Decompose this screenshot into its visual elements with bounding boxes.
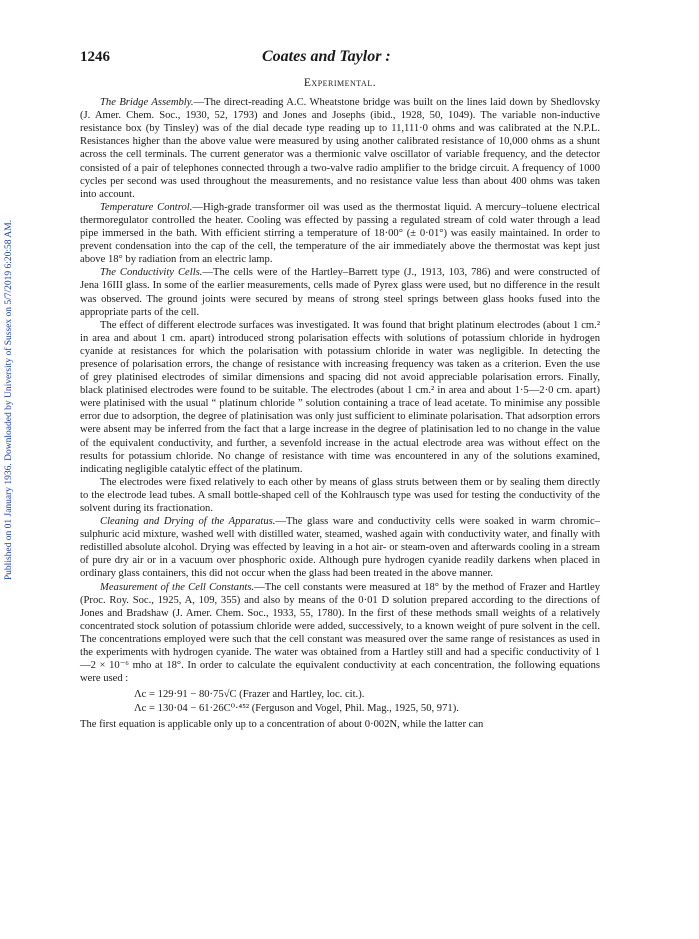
paragraph-conductivity-cells: [80, 266, 600, 318]
equation-block: [80, 688, 600, 715]
paragraph-final: The first equation is applicable only up to a concentration of about 0·002N, while the latter can: [80, 719, 484, 731]
paragraph-electrode-fixing: [80, 476, 600, 515]
subheading: Temperature Control.: [100, 201, 193, 213]
paragraph-text: —The cells were of the Hartley–Barrett type (J., 1913, 103, 786) and were constructed of Jena 16III glass. In some of the earlier measurements, cells made of Pyrex glass were used, but no difference in the result was observed. The ground joints were secured by means of strong steel springs between glass hooks fused into the appropriate parts of the cell.: [80, 267, 600, 318]
paragraph-text: —High-grade transformer oil was used as the thermostat liquid. A mercury–toluene electrical thermoregulator controlled the heater. Cooling was effected by passing a regulated stream of cold water through a lead pipe immersed in the bath. With efficient stirring a temperature of 18·00° (± 0·01°) was easily maintained. In order to prevent condensation into the cap of the cell, the temperature of the air immediately above the thermostat was kept just above 18° by radiation from an electric lamp.: [80, 201, 600, 266]
paragraph-text: —The glass ware and conductivity cells were soaked in warm chromic–sulphuric acid mixture, washed well with distilled water, steamed, washed again with conductivity water, and finally with redistilled absolute alcohol. Drying was effected by leaving in a hot air- or steam-oven and afterwards cooling in a stream of pure dry air or in a vacuum over phosphoric oxide. Although pure hydrogen cyanide readily darkens when placed in ordinary glass containers, this did not occur when the glass had been treated in the above manner.: [80, 516, 600, 580]
running-head: Coates and Taylor :: [262, 48, 391, 65]
paragraph-cell-constants: [80, 581, 600, 686]
article-body: [80, 77, 600, 731]
paragraph-electrode-surfaces: [80, 319, 600, 476]
section-heading: Experimental.: [303, 77, 377, 89]
paragraph-bridge-assembly: [80, 96, 600, 201]
download-watermark: [2, 190, 16, 610]
download-watermark-text: Published on 01 January 1936. Downloaded by University of Sussex on 5/7/2019 6:20:58 AM.: [4, 219, 14, 581]
paragraph-text: The effect of different electrode surfaces was investigated. It was found that bright platinum electrodes (about 1 cm.² in area and about 1 cm. apart) introduced strong polarisation effects with solutions of potassium chloride in hydrogen cyanide at resistances for which the polarisation with potassium chloride in water was negligible. In detecting the presence of polarisation errors, the change of resistance with increasing frequency was taken as a criterion. Even the use of grey platinised electrodes of similar dimensions and spacing did not avoid appreciable polarisation errors. Finally, black platinised electrodes were found to be suitable. The electrodes (about 1 cm.² in area and about 1·5—2·0 cm. apart) were platinised with the usual “ platinum chloride ” solution containing a trace of lead acetate. To minimise any possible error due to adsorption, the degree of platinisation was only just sufficient to eliminate polarisation. That adsorption errors were absent may be inferred from the fact that a large increase in the degree of platinisation led to no change in the value of the equivalent conductivity, and further, a sevenfold increase in the actual electrode area was without effect on the results for potassium chloride. No change of resistance with time was encountered in any of the solutions examined, indicating negligible catalytic effect of the platinum.: [80, 319, 600, 475]
paragraph-cleaning-drying: [80, 515, 600, 580]
subheading: The Bridge Assembly.: [100, 97, 194, 109]
equation-frazer-hartley: Λc = 129·91 − 80·75√C (Frazer and Hartley, loc. cit.).: [134, 689, 365, 701]
subheading: Measurement of the Cell Constants.: [100, 581, 255, 593]
paragraph-text: —The direct-reading A.C. Wheatstone bridge was built on the lines laid down by Shedlovsky (J. Amer. Chem. Soc., 1930, 52, 1793) and Jones and Josephs (ibid., 1928, 50, 1049). The variable non-inductive resistance box (by Tinsley) was of the dial decade type reading up to 11,111·0 ohms and was calibrated at the N.P.L. Resistances higher than the above value were measured by using another calibrated resistance of 10,000 ohms as a shunt across the cell terminals. The current generator was a thermionic valve oscillator of variable frequency, and the detector consisted of a pair of telephones connected through a two-valve radio amplifier to the bridge circuit. A frequency of 1000 cycles per second was used throughout the measurements, and no resistance value less than about 400 ohms was taken into account.: [80, 97, 600, 200]
paragraph-temperature-control: [80, 201, 600, 266]
paragraph-text: —The cell constants were measured at 18° by the method of Frazer and Hartley (Proc. Roy. Soc., 1925, A, 109, 355) and also by means of the 0·01 D solution prepared according to the directions of Jones and Bradshaw (J. Amer. Chem. Soc., 1933, 55, 1780). In the first of these methods small weights of a relatively concentrated stock solution of potassium chloride were added, successively, to a known weight of pure solvent in the cell. The concentrations employed were such that the cell constant was measured over the same range of resistances as used in the experiments with hydrogen cyanide. The water was obtained from a Hartley still and had a specific conductivity of 1—2 × 10⁻⁶ mho at 18°. In order to calculate the equivalent conductivity at each concentration, the following equations were used :: [80, 581, 600, 685]
equation-ferguson-vogel: Λc = 130·04 − 61·26C⁰·⁴⁵² (Ferguson and Vogel, Phil. Mag., 1925, 50, 971).: [134, 702, 459, 714]
page-number: 1246: [80, 49, 110, 65]
page-header: [80, 49, 600, 71]
subheading: Cleaning and Drying of the Apparatus.: [100, 516, 276, 528]
paragraph-text: The electrodes were fixed relatively to each other by means of glass struts between them or by sealing them directly to the electrode lead tubes. A small bottle-shaped cell of the Kohlrausch type was used for testing the conductivity of the solvent during its fractionation.: [80, 476, 600, 514]
subheading: The Conductivity Cells.: [100, 267, 203, 279]
